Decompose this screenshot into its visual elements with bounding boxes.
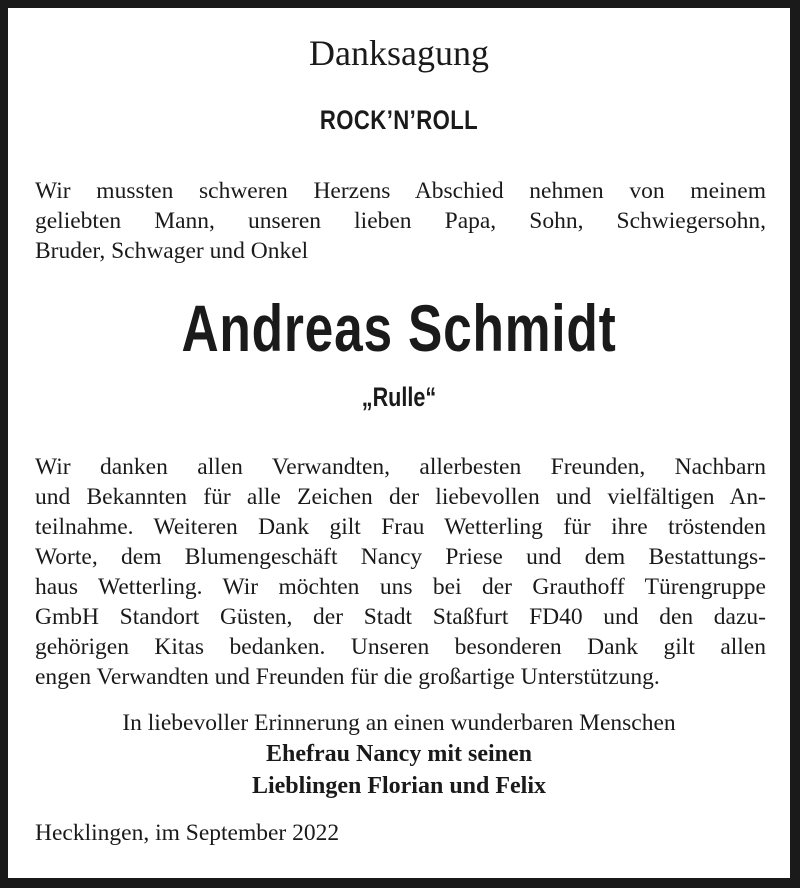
intro-line: Bruder, Schwager und Onkel [35,238,309,264]
signatories [8,738,790,802]
thanks-line: gehörigen Kitas bedanken. Unseren besonderen Dank gilt allen [35,634,766,660]
notice-title: Danksagung [309,33,489,73]
thanks-line: teilnahme. Weiteren Dank gilt Frau Wetterling für ihre tröstenden [35,514,766,540]
nickname: „Rulle“ [361,382,437,412]
intro-line: geliebten Mann, unseren lieben Papa, Sohn, Schwiegersohn, [35,208,766,234]
thanks-line: haus Wetterling. Wir möchten uns bei der Grauthoff Türengruppe [35,574,766,600]
thanks-line: Worte, dem Blumengeschäft Nancy Priese und dem Bestattungs- [35,544,766,570]
signatory-line: Lieblingen Florian und Felix [251,773,547,799]
signatory-line: Ehefrau Nancy mit seinen [266,741,532,767]
thanks-line: Wir danken allen Verwandten, allerbesten Freunden, Nachbarn [35,454,766,480]
thanks-line: und Bekannten für alle Zeichen der liebevollen und vielfältigen An- [35,484,766,510]
place-date: Hecklingen, im September 2022 [35,820,340,846]
intro-paragraph [35,176,766,266]
remembrance-line: In liebevoller Erinnerung an einen wunderbaren Menschen [122,710,676,736]
thanks-line: engen Verwandten und Freunden für die großartige Unterstützung. [35,664,660,690]
thanks-paragraph [35,452,766,692]
deceased-name: Andreas Schmidt [181,291,617,365]
obituary-notice [8,8,790,878]
thanks-line: GmbH Standort Güsten, der Stadt Staßfurt FD40 und den dazu- [35,604,766,630]
motto-heading: ROCK’N’ROLL [319,105,479,135]
intro-line: Wir mussten schweren Herzens Abschied nehmen von meinem [35,178,766,204]
